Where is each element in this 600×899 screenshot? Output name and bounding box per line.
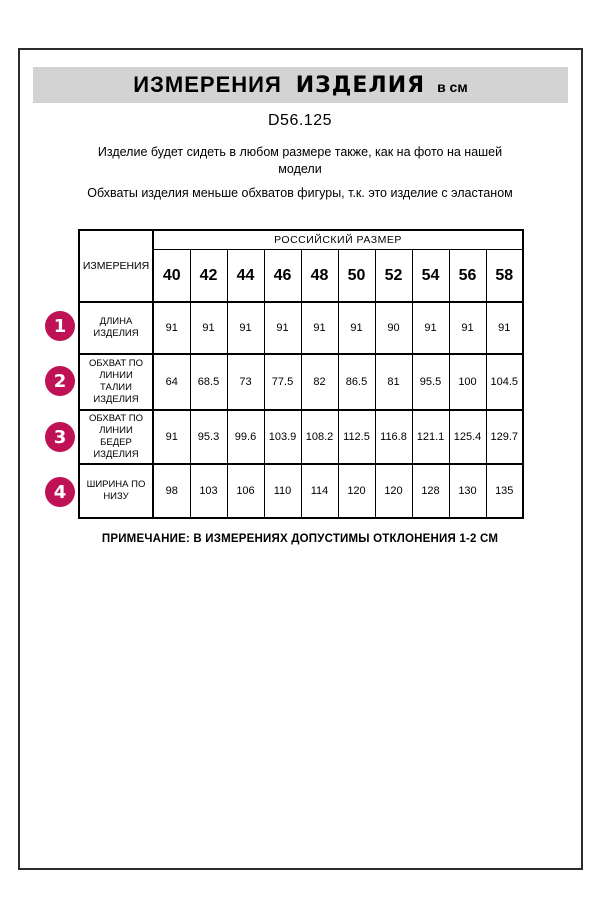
size-header-cell: 58 (486, 250, 523, 303)
size-header-cell: 42 (190, 250, 227, 303)
table-row (79, 410, 523, 464)
measurement-value: 91 (486, 302, 523, 354)
measurement-label: ОБХВАТ ПО ЛИНИИ ТАЛИИ ИЗДЕЛИЯ (79, 354, 153, 410)
measurement-value: 73 (227, 354, 264, 410)
measurement-value: 104.5 (486, 354, 523, 410)
measurement-value: 129.7 (486, 410, 523, 464)
page-title-measurements: ИЗМЕРЕНИЯ (133, 72, 282, 97)
size-header-cell: 52 (375, 250, 412, 303)
measurement-value: 99.6 (227, 410, 264, 464)
measurement-value: 125.4 (449, 410, 486, 464)
table-row (79, 464, 523, 518)
table-row (79, 354, 523, 410)
measurement-value: 91 (338, 302, 375, 354)
measurement-value: 130 (449, 464, 486, 518)
measurement-value: 81 (375, 354, 412, 410)
measurement-value: 95.3 (190, 410, 227, 464)
measurement-value: 91 (301, 302, 338, 354)
measurement-value: 91 (412, 302, 449, 354)
measurement-label: ШИРИНА ПО НИЗУ (79, 464, 153, 518)
row-number-badge: 2 (45, 366, 75, 396)
measurement-value: 110 (264, 464, 301, 518)
measurement-value: 64 (153, 354, 190, 410)
size-header-cell: 46 (264, 250, 301, 303)
measurement-value: 112.5 (338, 410, 375, 464)
measurement-value: 91 (153, 302, 190, 354)
measurements-column-header: ИЗМЕРЕНИЯ (79, 230, 153, 302)
title-bar (33, 67, 568, 103)
note-fit-text: Изделие будет сидеть в любом размере также, как на фото на нашей модели (97, 145, 503, 176)
measurement-value: 91 (449, 302, 486, 354)
measurement-value: 114 (301, 464, 338, 518)
table-row (79, 302, 523, 354)
measurements-table (78, 229, 524, 519)
measurement-value: 135 (486, 464, 523, 518)
size-header-cell: 48 (301, 250, 338, 303)
measurement-value: 128 (412, 464, 449, 518)
measurement-label: ОБХВАТ ПО ЛИНИИ БЕДЕР ИЗДЕЛИЯ (79, 410, 153, 464)
measurement-value: 103.9 (264, 410, 301, 464)
measurement-value: 91 (190, 302, 227, 354)
size-header-cell: 50 (338, 250, 375, 303)
group-header-row (79, 230, 523, 250)
measurement-value: 120 (375, 464, 412, 518)
size-header-cell: 44 (227, 250, 264, 303)
measurement-value: 116.8 (375, 410, 412, 464)
row-number-badge: 4 (45, 477, 75, 507)
measurement-value: 103 (190, 464, 227, 518)
measurement-value: 91 (153, 410, 190, 464)
measurement-value: 91 (227, 302, 264, 354)
measurement-value: 121.1 (412, 410, 449, 464)
note-elastane-text: Обхваты изделия меньше обхватов фигуры, т.к. это изделие с эластаном (87, 186, 513, 200)
measurement-value: 91 (264, 302, 301, 354)
measurement-value: 68.5 (190, 354, 227, 410)
measurement-value: 108.2 (301, 410, 338, 464)
measurement-value: 100 (449, 354, 486, 410)
measurement-value: 95.5 (412, 354, 449, 410)
size-group-header: РОССИЙСКИЙ РАЗМЕР (153, 230, 523, 250)
measurements-table-area (78, 229, 524, 519)
measurement-label: ДЛИНА ИЗДЕЛИЯ (79, 302, 153, 354)
model-code: D56.125 (268, 112, 332, 129)
page-title-unit: в см (437, 79, 468, 95)
page-title-product: ИЗДЕЛИЯ (295, 72, 426, 98)
footnote: ПРИМЕЧАНИЕ: В ИЗМЕРЕНИЯХ ДОПУСТИМЫ ОТКЛОНЕНИЯ 1-2 СМ (101, 533, 499, 545)
row-number-badge: 3 (45, 422, 75, 452)
size-header-cell: 54 (412, 250, 449, 303)
measurement-value: 77.5 (264, 354, 301, 410)
measurement-value: 82 (301, 354, 338, 410)
measurement-value: 90 (375, 302, 412, 354)
row-number-badge: 1 (45, 311, 75, 341)
measurement-value: 86.5 (338, 354, 375, 410)
measurement-value: 120 (338, 464, 375, 518)
size-header-cell: 40 (153, 250, 190, 303)
measurement-value: 106 (227, 464, 264, 518)
measurement-value: 98 (153, 464, 190, 518)
size-header-cell: 56 (449, 250, 486, 303)
